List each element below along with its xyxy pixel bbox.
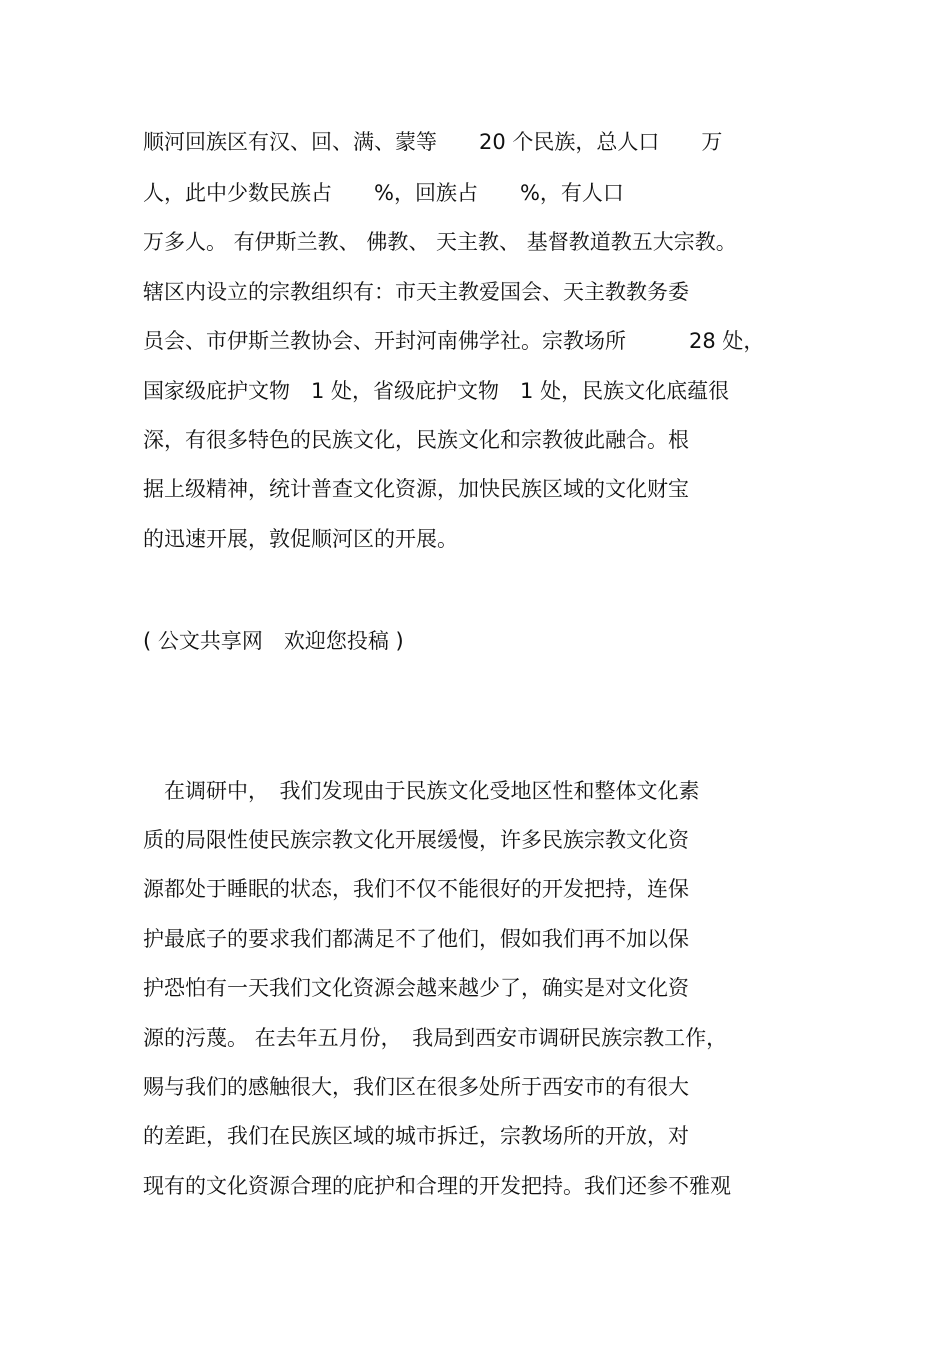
text-line: 辖区内设立的宗教组织有：市天主教爱国会、天主教教务委: [143, 280, 689, 304]
text-line: 顺河回族区有汉、回、满、蒙等 20 个民族，总人口 万: [143, 130, 723, 154]
text-line: 质的局限性使民族宗教文化开展缓慢，许多民族宗教文化资: [143, 828, 689, 852]
text-line: 据上级精神，统计普查文化资源，加快民族区域的文化财宝: [143, 477, 689, 501]
text-line: 深，有很多特色的民族文化，民族文化和宗教彼此融合。根: [143, 428, 689, 452]
text-line: 人，此中少数民族占 %，回族占 %，有人口: [143, 181, 624, 205]
text-line: 护恐怕有一天我们文化资源会越来越少了，确实是对文化资: [143, 976, 689, 1000]
text-line: 现有的文化资源合理的庇护和合理的开发把持。我们还参不雅观: [143, 1174, 731, 1198]
text-line: 源都处于睡眠的状态，我们不仅不能很好的开发把持，连保: [143, 877, 689, 901]
text-line: 赐与我们的感触很大，我们区在很多处所于西安市的有很大: [143, 1075, 689, 1099]
text-line: 国家级庇护文物 1 处，省级庇护文物 1 处，民族文化底蕴很: [143, 379, 730, 403]
text-line: 的迅速开展，敦促顺河区的开展。: [143, 527, 458, 551]
text-line: 的差距，我们在民族区域的城市拆迁，宗教场所的开放，对: [143, 1124, 689, 1148]
text-line: 护最底子的要求我们都满足不了他们，假如我们再不加以保: [143, 927, 689, 951]
source-note: ( 公文共享网 欢迎您投稿 ): [143, 629, 404, 653]
text-line: 员会、市伊斯兰教协会、开封河南佛学社。宗教场所 28 处，: [143, 329, 765, 353]
text-line: 在调研中， 我们发现由于民族文化受地区性和整体文化素: [143, 779, 700, 803]
text-line: 万多人。 有伊斯兰教、 佛教、 天主教、 基督教道教五大宗教。: [143, 230, 737, 254]
text-line: 源的污蔑。 在去年五月份， 我局到西安市调研民族宗教工作，: [143, 1026, 728, 1050]
